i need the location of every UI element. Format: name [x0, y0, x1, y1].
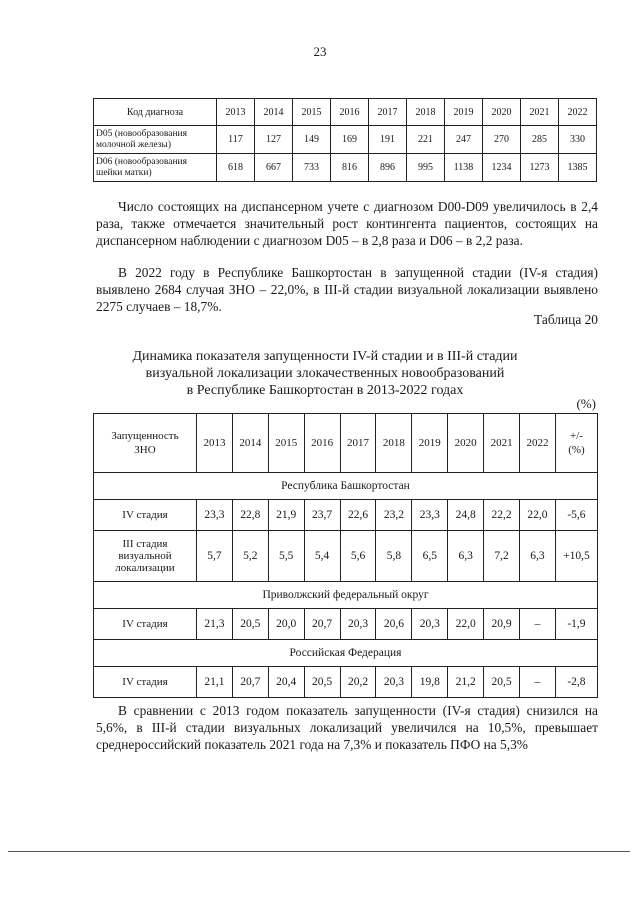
- table-cell: 6,5: [412, 531, 448, 582]
- header-cell: 2015: [268, 414, 304, 473]
- paragraph: В сравнении с 2013 годом показатель запущенности (IV-я стадия) снизился на 5,6%, в III-й стадии визуальных локализаций увеличился на 10,5%, превышает среднероссийский показатель 2021 года на 7,3% и показатель ПФО на 5,3%: [96, 703, 598, 752]
- table-cell: 127: [255, 126, 293, 154]
- header-cell: 2021: [521, 99, 559, 126]
- table-cell: 5,4: [304, 531, 340, 582]
- table-cell: 23,3: [197, 500, 233, 531]
- header-cell: 2017: [369, 99, 407, 126]
- row-label-line: III стадия: [122, 538, 168, 550]
- table-cell: 22,2: [484, 500, 520, 531]
- stage-dynamics-table: [93, 413, 598, 698]
- table-cell: 733: [293, 154, 331, 182]
- table-cell: 169: [331, 126, 369, 154]
- table-cell: 22,0: [520, 500, 556, 531]
- table-cell: 20,3: [376, 667, 412, 698]
- table-cell: 21,3: [197, 609, 233, 640]
- table-cell: 20,0: [268, 609, 304, 640]
- table-cell: 618: [217, 154, 255, 182]
- header-cell: 2018: [407, 99, 445, 126]
- row-label: [94, 531, 197, 582]
- table-cell: 1273: [521, 154, 559, 182]
- table-caption: [60, 348, 590, 399]
- header-cell: 2013: [217, 99, 255, 126]
- table-cell: 896: [369, 154, 407, 182]
- table-row: [94, 531, 598, 582]
- table-cell: 1385: [559, 154, 597, 182]
- row-label: IV стадия: [94, 500, 197, 531]
- row-label-line: локализации: [115, 562, 175, 574]
- table-row: [94, 154, 597, 182]
- table-cell: 20,4: [268, 667, 304, 698]
- row-label: IV стадия: [94, 609, 197, 640]
- page-number: 23: [313, 44, 327, 59]
- header-line: +/-: [569, 430, 583, 442]
- table-cell: 117: [217, 126, 255, 154]
- table-cell: 22,6: [340, 500, 376, 531]
- table-cell: 23,2: [376, 500, 412, 531]
- header-cell: 2014: [255, 99, 293, 126]
- table-cell: 816: [331, 154, 369, 182]
- table-cell: 21,2: [448, 667, 484, 698]
- header-cell: 2014: [232, 414, 268, 473]
- row-label-line: шейки матки): [96, 167, 152, 178]
- header-cell: 2016: [304, 414, 340, 473]
- change-cell: -1,9: [555, 609, 597, 640]
- caption-line: в Республике Башкортостан в 2013-2022 годах: [186, 383, 464, 398]
- row-label: [94, 126, 217, 154]
- header-cell: [94, 414, 197, 473]
- region-name: Приволжский федеральный округ: [94, 582, 598, 609]
- table-cell: 149: [293, 126, 331, 154]
- table-label: Таблица 20: [534, 312, 598, 327]
- paragraph: Число состоящих на диспансерном учете с диагнозом D00-D09 увеличилось в 2,4 раза, также отмечается значительный рост контингента пациентов, состоящих на диспансерном наблюдении с диагнозом D05 – в 2,8 раза и D06 – в 2,2 раза.: [96, 199, 598, 248]
- header-line: (%): [568, 444, 585, 456]
- header-cell: Код диагноза: [94, 99, 217, 126]
- paragraph: В 2022 году в Республике Башкортостан в запущенной стадии (IV-я стадия) выявлено 2684 случая ЗНО – 22,0%, в III-й стадии визуальной локализации выявлено 2275 случаев – 18,7%.: [96, 265, 598, 314]
- table-cell: 6,3: [448, 531, 484, 582]
- table-cell: 247: [445, 126, 483, 154]
- header-cell: 2018: [376, 414, 412, 473]
- row-label: IV стадия: [94, 667, 197, 698]
- header-line: ЗНО: [134, 444, 156, 456]
- change-cell: -2,8: [555, 667, 597, 698]
- change-cell: +10,5: [555, 531, 597, 582]
- region-row: [94, 640, 598, 667]
- table-cell: 23,3: [412, 500, 448, 531]
- header-cell: 2019: [412, 414, 448, 473]
- region-row: [94, 582, 598, 609]
- header-cell: 2022: [559, 99, 597, 126]
- table-cell: 19,8: [412, 667, 448, 698]
- header-line: Запущенность: [111, 430, 179, 442]
- row-label-line: молочной железы): [96, 139, 171, 150]
- table-cell: 5,7: [197, 531, 233, 582]
- table-cell: 1138: [445, 154, 483, 182]
- table-cell: 270: [483, 126, 521, 154]
- table-cell: 5,8: [376, 531, 412, 582]
- change-cell: -5,6: [555, 500, 597, 531]
- header-cell: 2019: [445, 99, 483, 126]
- table-row: [94, 609, 598, 640]
- table-cell: 24,8: [448, 500, 484, 531]
- table-cell: 20,5: [484, 667, 520, 698]
- caption-line: Динамика показателя запущенности IV-й стадии и в III-й стадии: [132, 349, 518, 364]
- footer-divider: [8, 851, 630, 852]
- caption-line: визуальной локализации злокачественных новообразований: [145, 366, 505, 381]
- header-cell: [555, 414, 597, 473]
- table-cell: 1234: [483, 154, 521, 182]
- table-cell: –: [520, 667, 556, 698]
- header-cell: 2022: [520, 414, 556, 473]
- table-cell: 20,9: [484, 609, 520, 640]
- header-cell: 2015: [293, 99, 331, 126]
- table-cell: 20,3: [412, 609, 448, 640]
- table-cell: 20,7: [304, 609, 340, 640]
- region-name: Российская Федерация: [94, 640, 598, 667]
- unit-label: (%): [576, 396, 596, 411]
- table-row: [94, 667, 598, 698]
- table-cell: 21,9: [268, 500, 304, 531]
- table-cell: 20,5: [304, 667, 340, 698]
- table-cell: 20,3: [340, 609, 376, 640]
- table-cell: 20,6: [376, 609, 412, 640]
- table-cell: 191: [369, 126, 407, 154]
- header-cell: 2017: [340, 414, 376, 473]
- table-row: [94, 126, 597, 154]
- table-header-row: [94, 99, 597, 126]
- table-cell: 20,2: [340, 667, 376, 698]
- table-cell: 20,7: [232, 667, 268, 698]
- row-label-line: D06 (новообразования: [96, 156, 188, 167]
- header-cell: 2020: [483, 99, 521, 126]
- header-cell: 2016: [331, 99, 369, 126]
- table-cell: 5,6: [340, 531, 376, 582]
- region-row: [94, 473, 598, 500]
- region-name: Республика Башкортостан: [94, 473, 598, 500]
- table-cell: 995: [407, 154, 445, 182]
- table-cell: 667: [255, 154, 293, 182]
- header-cell: 2013: [197, 414, 233, 473]
- table-cell: 221: [407, 126, 445, 154]
- table-cell: 7,2: [484, 531, 520, 582]
- table-row: [94, 500, 598, 531]
- table-header-row: [94, 414, 598, 473]
- row-label: [94, 154, 217, 182]
- table-cell: 20,5: [232, 609, 268, 640]
- table-cell: 5,5: [268, 531, 304, 582]
- table-cell: 21,1: [197, 667, 233, 698]
- table-cell: 5,2: [232, 531, 268, 582]
- table-cell: 22,8: [232, 500, 268, 531]
- table-cell: 22,0: [448, 609, 484, 640]
- table-cell: 285: [521, 126, 559, 154]
- diagnosis-table: [93, 98, 597, 182]
- table-cell: 23,7: [304, 500, 340, 531]
- row-label-line: D05 (новообразования: [96, 128, 188, 139]
- header-cell: 2020: [448, 414, 484, 473]
- header-cell: 2021: [484, 414, 520, 473]
- table-cell: 330: [559, 126, 597, 154]
- table-cell: –: [520, 609, 556, 640]
- table-cell: 6,3: [520, 531, 556, 582]
- row-label-line: визуальной: [118, 550, 172, 562]
